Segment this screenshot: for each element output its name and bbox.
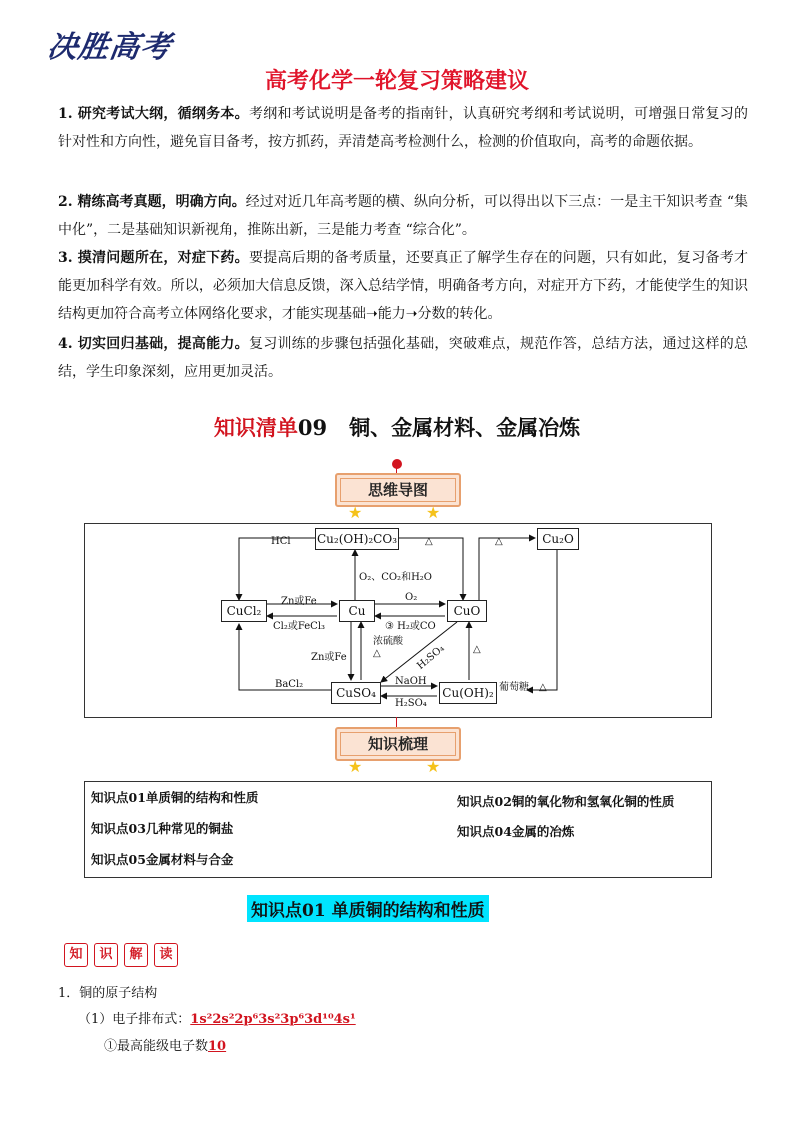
paragraph-3-heading: 3. 摸清问题所在，对症下药。	[58, 250, 249, 266]
label-concentrated-sulfuric: 浓硫酸	[373, 636, 403, 647]
kp-item-01[interactable]: 知识点01单质铜的结构和性质	[91, 790, 259, 805]
label-o2: O₂	[405, 592, 418, 603]
knowledge-badge	[335, 727, 461, 761]
paragraph-3	[58, 244, 748, 328]
kp-item-03[interactable]: 知识点03几种常见的铜盐	[91, 821, 234, 836]
label-glucose: 葡萄糖、△	[499, 682, 547, 693]
tag-jie: 解	[124, 943, 148, 967]
node-cuo: CuO	[447, 600, 487, 622]
kp-item-02[interactable]: 知识点02铜的氧化物和氢氧化铜的性质	[457, 794, 675, 809]
label-hcl: HCl	[271, 536, 291, 547]
paragraph-1	[58, 100, 748, 184]
paragraph-4-text: 复习训练的步骤包括强化基础，突破难点，规范作答，总结方法，通过这样的总结，学生印象深刻，应用更加灵活。	[58, 336, 748, 380]
electron-config-label: （1）电子排布式：	[78, 1012, 191, 1027]
logo-text: 决胜高考	[45, 30, 174, 65]
node-cucl2: CuCl₂	[221, 600, 267, 622]
label-h2so4-diagonal: H₂SO₄	[415, 643, 447, 672]
label-delta-4: △	[473, 644, 481, 655]
star-icon: ★	[426, 757, 441, 776]
content-line-3	[104, 1035, 226, 1054]
node-cu: Cu	[339, 600, 375, 622]
node-cu2o: Cu₂O	[537, 528, 579, 550]
label-delta-3: △	[373, 648, 381, 659]
paragraph-2-text: 经过对近几年高考题的横、纵向分析，可以得出以下三点：一是主干知识考查 “集中化”，二是基础知识新视角，推陈出新，三是能力考查 “综合化”。	[58, 194, 748, 238]
star-icon: ★	[426, 503, 441, 522]
knowledge-points-box	[84, 781, 712, 878]
node-cuso4: CuSO₄	[331, 682, 381, 704]
kp01-heading: 知识点01 单质铜的结构和性质	[247, 895, 489, 922]
max-level-electrons-answer: 10	[208, 1039, 227, 1054]
star-icon: ★	[348, 757, 363, 776]
label-delta-2: △	[495, 536, 503, 547]
paragraph-1-text: 考纲和考试说明是备考的指南针，认真研究考纲和考试说明，可增强日常复习的针对性和方向性，避免盲目备考，按方抓药，弄清楚高考检测什么，检测的价值取向，高考的命题依据。	[58, 106, 748, 150]
section-title	[0, 412, 794, 442]
tag-zhi: 知	[64, 943, 88, 967]
node-cuoh2: Cu(OH)₂	[439, 682, 497, 704]
label-h2so4: H₂SO₄	[395, 698, 427, 709]
mindmap-badge-label: 思维导图	[367, 481, 428, 499]
max-level-electrons-label: ①最高能级电子数	[104, 1039, 209, 1054]
page-title: 高考化学一轮复习策略建议	[264, 69, 529, 94]
node-cu2oh2co3: Cu₂(OH)₂CO₃	[315, 528, 399, 550]
label-zn-fe-1: Zn或Fe	[281, 596, 317, 607]
section-number: 09	[297, 415, 328, 440]
star-icon: ★	[348, 503, 363, 522]
mindmap-badge	[335, 473, 461, 507]
content-line-1: 1．铜的原子结构	[58, 986, 158, 1001]
label-cl2-fecl3: Cl₂或FeCl₃	[273, 621, 326, 632]
tag-du: 读	[154, 943, 178, 967]
content-line-2	[78, 1008, 356, 1027]
label-delta-1: △	[425, 536, 433, 547]
label-naoh: NaOH	[395, 676, 427, 687]
paragraph-3-text: 要提高后期的备考质量，还要真正了解学生存在的问题，只有如此，复习备考才能更加科学有效。所以，必须加大信息反馈，深入总结学情，明确备考方向，对症开方下药，才能使学生的知识结构更加符合高考立体网络化要求，才能实现基础➝能力➝分数的转化。	[58, 250, 748, 322]
pin-icon	[392, 459, 402, 469]
section-prefix: 知识清单	[213, 415, 298, 440]
paragraph-4-heading: 4. 切实回归基础，提高能力。	[58, 336, 249, 352]
label-zn-fe-2: Zn或Fe	[311, 652, 347, 663]
label-o2-co2-h2o: O₂、CO₂和H₂O	[359, 572, 432, 583]
paragraph-2-heading: 2. 精练高考真题，明确方向。	[58, 194, 246, 210]
paragraph-1-heading: 1. 研究考试大纲，循纲务本。	[58, 106, 249, 122]
electron-config-answer: 1s²2s²2p⁶3s²3p⁶3d¹⁰4s¹	[190, 1012, 356, 1027]
paragraph-4	[58, 330, 748, 386]
paragraph-2	[58, 188, 748, 244]
label-h2-co: ③ H₂或CO	[385, 621, 436, 632]
copper-reaction-diagram	[84, 523, 712, 718]
kp-item-05[interactable]: 知识点05金属材料与合金	[91, 852, 234, 867]
section-topic: 铜、金属材料、金属冶炼	[349, 415, 581, 440]
label-bacl2: BaCl₂	[275, 679, 304, 690]
tag-shi: 识	[94, 943, 118, 967]
kp-item-04[interactable]: 知识点04金属的冶炼	[457, 824, 575, 839]
knowledge-badge-label: 知识梳理	[367, 735, 428, 753]
